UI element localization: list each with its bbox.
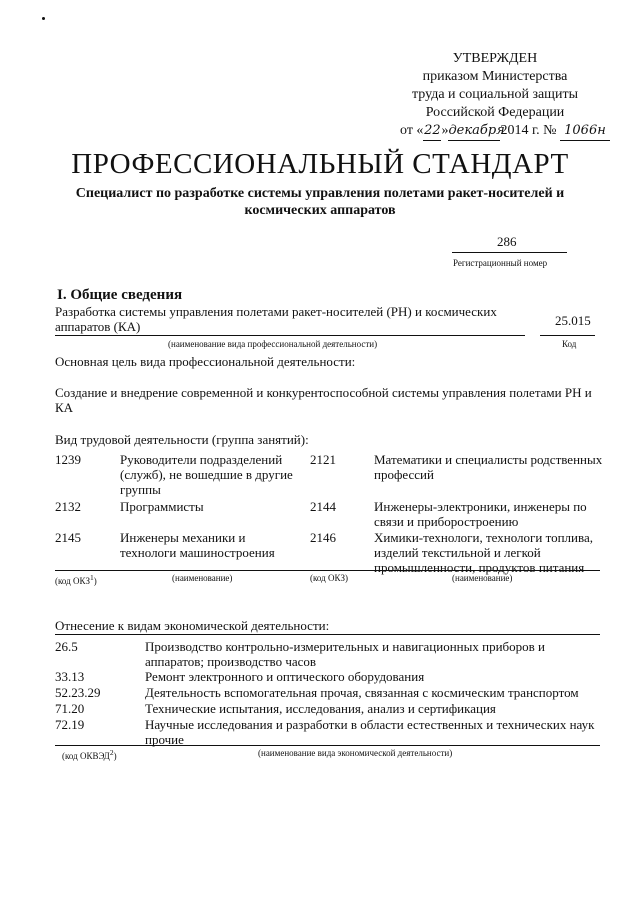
okz-caption-end: ) bbox=[93, 576, 97, 586]
occupation-code: 1239 bbox=[55, 452, 81, 467]
approval-line-2: труда и социальной защиты bbox=[412, 87, 578, 102]
okved-name: Производство контрольно-измерительных и навигационных приборов и аппаратов; производство часов bbox=[145, 639, 545, 669]
registration-number: 286 bbox=[497, 234, 517, 249]
order-number: 1066н bbox=[560, 122, 610, 141]
approval-line-3: Российской Федерации bbox=[425, 105, 565, 120]
occupation-name: Математики и специалисты родственных профессий bbox=[374, 452, 603, 482]
name-column-caption-2: (наименование) bbox=[452, 573, 513, 583]
okved-name: Ремонт электронного и оптического оборудования bbox=[145, 669, 425, 684]
main-goal-label: Основная цель вида профессиональной деятельности: bbox=[55, 354, 356, 369]
occupation-code: 2145 bbox=[55, 530, 81, 545]
occupation-name: Инженеры механики и технологи машиностроения bbox=[120, 530, 275, 560]
document-subtitle: Специалист по разработке системы управления полетами ракет-носителей и космических аппаратов bbox=[75, 186, 565, 218]
economic-name-caption: (наименование вида экономической деятельности) bbox=[258, 748, 453, 758]
activity-name: Разработка системы управления полетами ракет-носителей (РН) и космических аппаратов (КА) bbox=[55, 304, 497, 334]
economic-top-line bbox=[55, 634, 600, 635]
activity-name-caption: (наименование вида профессиональной деятельности) bbox=[168, 339, 378, 349]
okved-name: Научные исследования и разработки в области естественных и технических наук прочие bbox=[145, 717, 595, 747]
registration-line bbox=[452, 252, 567, 253]
date-year: 2014 г. № bbox=[500, 123, 557, 138]
okved-name: Технические испытания, исследования, анализ и сертификация bbox=[145, 701, 496, 716]
okved-caption bbox=[62, 748, 117, 761]
okved-code: 26.5 bbox=[55, 639, 78, 654]
occupation-code: 2144 bbox=[310, 499, 336, 514]
registration-caption: Регистрационный номер bbox=[453, 258, 548, 268]
date-quote: » bbox=[441, 123, 449, 138]
okved-code: 72.19 bbox=[55, 717, 85, 732]
document-title: ПРОФЕССИОНАЛЬНЫЙ СТАНДАРТ bbox=[71, 148, 569, 180]
occupation-label: Вид трудовой деятельности (группа занятий): bbox=[55, 432, 309, 447]
economic-bottom-line bbox=[55, 745, 600, 746]
scan-speck bbox=[42, 17, 45, 20]
occupation-name: Химики-технологи, технологи топлива, изделий текстильной и легкой промышленности, продуктов питания bbox=[374, 530, 593, 575]
activity-code: 25.015 bbox=[555, 313, 591, 328]
occupation-code: 2146 bbox=[310, 530, 336, 545]
okved-footnote-mark: 2 bbox=[109, 748, 114, 757]
date-month: декабря bbox=[448, 122, 500, 141]
okved-name: Деятельность вспомогательная прочая, связанная с космическим транспортом bbox=[145, 685, 579, 700]
okz-footnote-mark: 1 bbox=[90, 573, 94, 582]
date-day: 22 bbox=[423, 122, 441, 141]
occupation-code: 2132 bbox=[55, 499, 81, 514]
occupation-name: Руководители подразделений (служб), не вошедшие в другие группы bbox=[120, 452, 293, 497]
main-goal-text: Создание и внедрение современной и конкурентоспособной системы управления полетами РН и КА bbox=[55, 385, 592, 415]
approval-heading: УТВЕРЖДЕН bbox=[452, 51, 538, 66]
occupation-name: Инженеры-электроники, инженеры по связи и приборостроению bbox=[374, 499, 587, 529]
economic-label: Отнесение к видам экономической деятельности: bbox=[55, 618, 330, 633]
approval-line-1: приказом Министерства bbox=[422, 69, 568, 84]
activity-name-line bbox=[55, 335, 525, 336]
okved-caption-text: (код ОКВЭД bbox=[62, 751, 110, 761]
occupation-table-bottom-line bbox=[55, 570, 600, 571]
date-prefix: от « bbox=[400, 123, 424, 138]
okz-caption-text: (код ОКЗ bbox=[55, 576, 90, 586]
name-column-caption-1: (наименование) bbox=[172, 573, 233, 583]
approval-date-row bbox=[390, 122, 606, 141]
okz-caption-2: (код ОКЗ) bbox=[310, 573, 348, 583]
section-heading: I. Общие сведения bbox=[57, 287, 183, 303]
occupation-name: Программисты bbox=[120, 499, 204, 514]
okved-caption-end: ) bbox=[113, 751, 117, 761]
okved-code: 71.20 bbox=[55, 701, 85, 716]
okz-caption-1 bbox=[55, 573, 97, 586]
okved-code: 52.23.29 bbox=[55, 685, 101, 700]
occupation-code: 2121 bbox=[310, 452, 336, 467]
okved-code: 33.13 bbox=[55, 669, 85, 684]
activity-code-caption: Код bbox=[562, 339, 577, 349]
activity-code-line bbox=[540, 335, 595, 336]
approval-block bbox=[390, 50, 606, 141]
